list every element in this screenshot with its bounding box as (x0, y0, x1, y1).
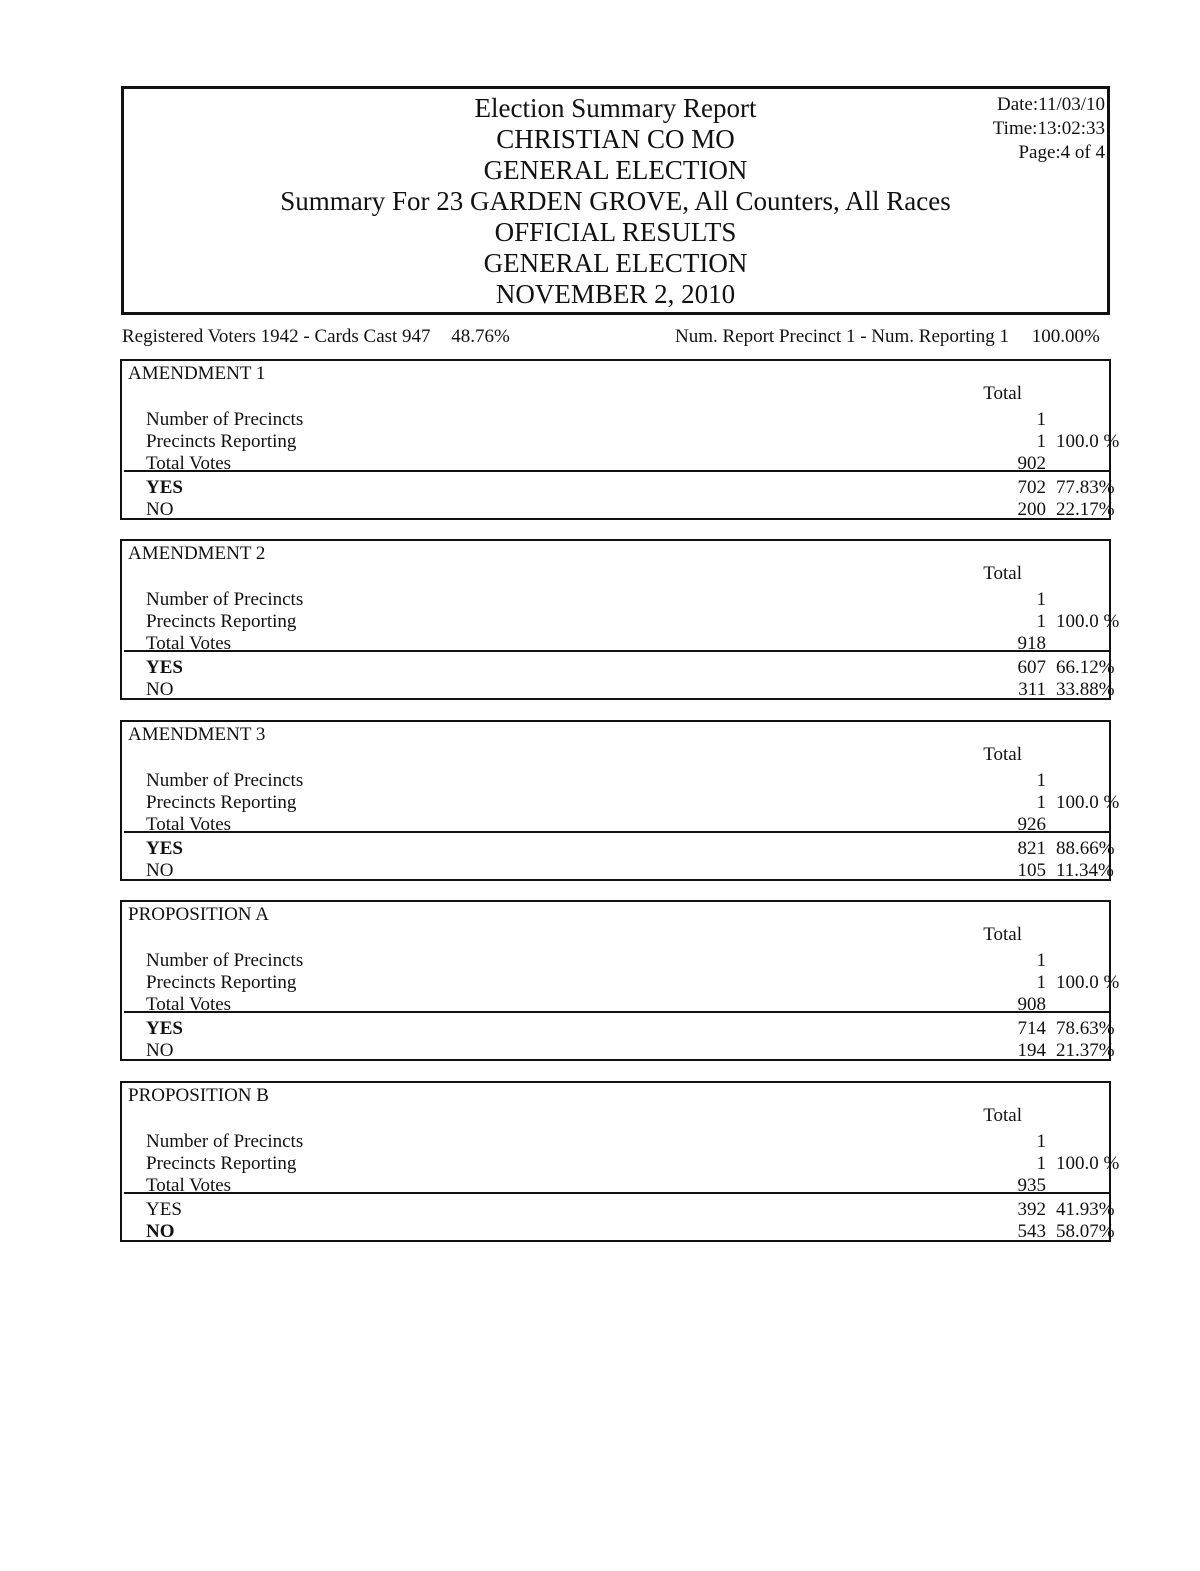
row-label: Total Votes (146, 633, 232, 654)
row-label: Number of Precincts (146, 589, 304, 610)
total-column-header: Total (983, 383, 1022, 404)
row-label: YES (146, 1018, 183, 1039)
summary-scope: Summary For 23 GARDEN GROVE, All Counters, All Races (280, 186, 951, 216)
row-percent: 88.66% (1056, 838, 1115, 859)
row-percent: 100.0 % (1056, 792, 1120, 813)
result-row (146, 1018, 1115, 1040)
reporting-text: Num. Report Precinct 1 - Num. Reporting 1 (675, 326, 1010, 347)
row-percent: 100.0 % (1056, 972, 1120, 993)
result-row (146, 860, 1114, 882)
row-value: 1 (1036, 1153, 1046, 1174)
result-row (146, 1153, 1120, 1175)
row-percent: 66.12% (1056, 657, 1115, 678)
row-percent: 100.0 % (1056, 611, 1120, 632)
race-title: AMENDMENT 2 (128, 543, 266, 564)
result-row (146, 431, 1120, 453)
result-row (146, 838, 1115, 860)
row-value: 194 (1017, 1040, 1046, 1061)
race-box (120, 539, 1120, 700)
registered-voters-summary (122, 326, 510, 348)
result-row (146, 453, 1106, 475)
row-label: NO (146, 499, 174, 520)
reporting-summary (675, 326, 1100, 348)
result-row (146, 1131, 1106, 1153)
row-label: Precincts Reporting (146, 792, 297, 813)
race-box (120, 359, 1120, 520)
total-column-header: Total (983, 563, 1022, 584)
row-label: Total Votes (146, 453, 232, 474)
result-row (146, 1199, 1115, 1221)
row-value: 902 (1017, 453, 1046, 474)
row-value: 1 (1036, 611, 1046, 632)
row-value: 1 (1036, 792, 1046, 813)
row-label: Precincts Reporting (146, 1153, 297, 1174)
row-value: 1 (1036, 950, 1046, 971)
row-percent: 100.0 % (1056, 431, 1120, 452)
row-label: YES (146, 477, 183, 498)
report-time: Time:13:02:33 (992, 118, 1105, 139)
row-label: Number of Precincts (146, 770, 304, 791)
total-column-header: Total (983, 744, 1022, 765)
row-percent: 33.88% (1056, 679, 1115, 700)
turnout-percent: 48.76% (451, 326, 510, 347)
row-label: Precincts Reporting (146, 972, 297, 993)
race-box (120, 720, 1120, 881)
row-value: 311 (1018, 679, 1046, 700)
row-value: 935 (1017, 1175, 1046, 1196)
result-row (146, 972, 1120, 994)
row-value: 392 (1017, 1199, 1046, 1220)
election-name: GENERAL ELECTION (483, 155, 748, 185)
row-value: 543 (1017, 1221, 1046, 1242)
row-value: 1 (1036, 972, 1046, 993)
row-label: Total Votes (146, 814, 232, 835)
row-percent: 21.37% (1056, 1040, 1115, 1061)
row-value: 1 (1036, 770, 1046, 791)
row-percent: 78.63% (1056, 1018, 1115, 1039)
row-percent: 100.0 % (1056, 1153, 1120, 1174)
race-title: AMENDMENT 1 (128, 363, 266, 384)
row-label: YES (146, 838, 183, 859)
result-row (146, 770, 1106, 792)
result-row (146, 1040, 1115, 1062)
row-value: 908 (1017, 994, 1046, 1015)
row-label: NO (146, 860, 174, 881)
row-label: Total Votes (146, 994, 232, 1015)
report-date: Date:11/03/10 (997, 94, 1105, 115)
row-value: 918 (1017, 633, 1046, 654)
row-value: 1 (1036, 431, 1046, 452)
election-date: NOVEMBER 2, 2010 (495, 279, 736, 309)
total-column-header: Total (983, 924, 1022, 945)
row-label: Precincts Reporting (146, 611, 297, 632)
race-title: PROPOSITION A (128, 904, 269, 925)
page-number: Page:4 of 4 (1018, 142, 1105, 163)
row-value: 607 (1017, 657, 1046, 678)
result-row (146, 792, 1120, 814)
row-value: 1 (1036, 409, 1046, 430)
results-status: OFFICIAL RESULTS (494, 217, 737, 247)
row-value: 821 (1017, 838, 1046, 859)
race-box (120, 1081, 1120, 1242)
row-label: NO (146, 1221, 175, 1242)
county-name: CHRISTIAN CO MO (496, 124, 735, 154)
report-header (121, 86, 1110, 315)
row-value: 105 (1017, 860, 1046, 881)
result-row (146, 994, 1106, 1016)
row-percent: 41.93% (1056, 1199, 1115, 1220)
row-percent: 58.07% (1056, 1221, 1115, 1242)
result-row (146, 477, 1115, 499)
race-title: PROPOSITION B (128, 1085, 269, 1106)
race-title: AMENDMENT 3 (128, 724, 266, 745)
registered-voters-text: Registered Voters 1942 - Cards Cast 947 (122, 326, 431, 347)
row-value: 200 (1017, 499, 1046, 520)
row-label: Number of Precincts (146, 1131, 304, 1152)
row-label: Total Votes (146, 1175, 232, 1196)
report-title-block (124, 93, 1107, 310)
row-value: 926 (1017, 814, 1046, 835)
row-label: Number of Precincts (146, 950, 304, 971)
result-row (146, 657, 1115, 679)
row-value: 714 (1017, 1018, 1046, 1039)
result-row (146, 1221, 1115, 1243)
result-row (146, 679, 1115, 701)
row-value: 1 (1036, 589, 1046, 610)
row-label: YES (146, 657, 183, 678)
race-box (120, 900, 1120, 1061)
row-label: NO (146, 1040, 174, 1061)
result-row (146, 814, 1106, 836)
result-row (146, 950, 1106, 972)
total-column-header: Total (983, 1105, 1022, 1126)
row-label: YES (146, 1199, 182, 1220)
result-row (146, 611, 1120, 633)
result-row (146, 409, 1106, 431)
result-row (146, 1175, 1106, 1197)
row-label: NO (146, 679, 174, 700)
row-percent: 22.17% (1056, 499, 1115, 520)
result-row (146, 499, 1115, 521)
row-label: Number of Precincts (146, 409, 304, 430)
result-row (146, 589, 1106, 611)
row-label: Precincts Reporting (146, 431, 297, 452)
result-row (146, 633, 1106, 655)
election-type: GENERAL ELECTION (483, 248, 748, 278)
row-value: 1 (1036, 1131, 1046, 1152)
row-percent: 77.83% (1056, 477, 1115, 498)
reporting-percent: 100.00% (1031, 326, 1100, 347)
row-value: 702 (1017, 477, 1046, 498)
report-title: Election Summary Report (474, 93, 757, 123)
report-meta (993, 93, 1105, 165)
row-percent: 11.34% (1056, 860, 1114, 881)
